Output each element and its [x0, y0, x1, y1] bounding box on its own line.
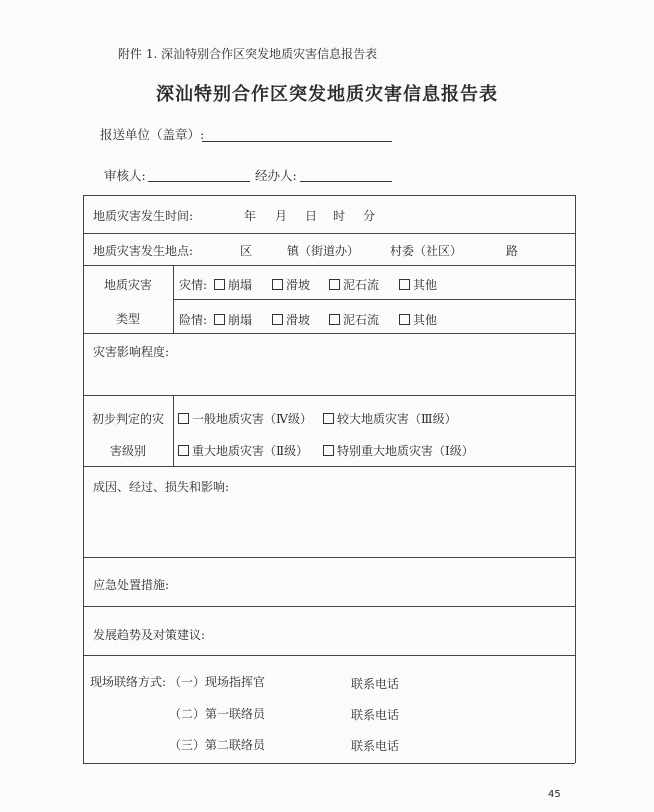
- level-large-checkbox[interactable]: 较大地质灾害（Ⅲ级）: [323, 410, 457, 427]
- village-unit: 村委（社区）: [390, 244, 463, 258]
- checkbox-icon: [329, 314, 340, 325]
- cause-label: 成因、经过、损失和影响:: [93, 480, 230, 494]
- level-label-line2: 害级别: [109, 444, 146, 458]
- minute-unit: 分: [363, 209, 376, 223]
- checkbox-icon: [329, 279, 340, 290]
- hazard-landslide-checkbox[interactable]: 滑坡: [272, 311, 310, 328]
- handler-field[interactable]: [300, 181, 392, 182]
- hazard-other-checkbox[interactable]: 其他: [399, 311, 437, 328]
- level-general-checkbox[interactable]: 一般地质灾害（Ⅳ级）: [178, 410, 312, 427]
- reporting-unit-field[interactable]: [202, 141, 392, 142]
- contact-first-liaison: （二）第一联络员: [169, 707, 266, 721]
- month-unit: 月: [275, 209, 288, 223]
- hazard-debris-flow-checkbox[interactable]: 泥石流: [329, 311, 379, 328]
- contact-phone-label-1: 联系电话: [351, 677, 400, 691]
- page-title: 深汕特别合作区突发地质灾害信息报告表: [156, 84, 498, 105]
- hazard-prefix: 险情:: [179, 313, 208, 327]
- time-label: 地质灾害发生时间:: [93, 209, 194, 223]
- checkbox-icon: [178, 413, 189, 424]
- handler-label: 经办人:: [255, 168, 297, 183]
- level-major-checkbox[interactable]: 重大地质灾害（Ⅱ级）: [178, 442, 308, 459]
- attachment-header: 附件 1. 深汕特别合作区突发地质灾害信息报告表: [118, 47, 378, 61]
- district-unit: 区: [240, 244, 253, 258]
- checkbox-icon: [214, 279, 225, 290]
- disaster-landslide-checkbox[interactable]: 滑坡: [272, 276, 310, 293]
- disaster-other-checkbox[interactable]: 其他: [399, 276, 437, 293]
- checkbox-icon: [399, 314, 410, 325]
- level-label-line1: 初步判定的灾: [91, 412, 164, 426]
- type-label-line1: 地质灾害: [103, 278, 152, 292]
- checkbox-icon: [323, 413, 334, 424]
- reviewer-field[interactable]: [148, 181, 250, 182]
- contact-label: 现场联络方式:: [90, 675, 167, 689]
- checkbox-icon: [272, 279, 283, 290]
- hour-unit: 时: [333, 209, 346, 223]
- year-unit: 年: [244, 209, 257, 223]
- town-unit: 镇（街道办）: [287, 244, 360, 258]
- disaster-prefix: 灾情:: [179, 278, 208, 292]
- contact-commander: （一）现场指挥官: [169, 675, 266, 689]
- trend-label: 发展趋势及对策建议:: [93, 628, 206, 642]
- disaster-debris-flow-checkbox[interactable]: 泥石流: [329, 276, 379, 293]
- checkbox-icon: [323, 445, 334, 456]
- level-extreme-checkbox[interactable]: 特别重大地质灾害（Ⅰ级）: [323, 442, 474, 459]
- road-unit: 路: [506, 244, 519, 258]
- emergency-label: 应急处置措施:: [93, 578, 170, 592]
- checkbox-icon: [214, 314, 225, 325]
- page-number: 45: [548, 789, 561, 800]
- checkbox-icon: [272, 314, 283, 325]
- type-label-line2: 类型: [115, 312, 140, 326]
- checkbox-icon: [399, 279, 410, 290]
- reporting-unit-label: 报送单位（盖章）:: [100, 127, 205, 142]
- contact-phone-label-3: 联系电话: [351, 739, 400, 753]
- hazard-collapse-checkbox[interactable]: 崩塌: [214, 311, 252, 328]
- reviewer-label: 审核人:: [104, 168, 146, 183]
- disaster-collapse-checkbox[interactable]: 崩塌: [214, 276, 252, 293]
- checkbox-icon: [178, 445, 189, 456]
- contact-second-liaison: （三）第二联络员: [169, 738, 266, 752]
- contact-phone-label-2: 联系电话: [351, 708, 400, 722]
- location-label: 地质灾害发生地点:: [93, 244, 194, 258]
- day-unit: 日: [305, 209, 318, 223]
- impact-label: 灾害影响程度:: [93, 345, 170, 359]
